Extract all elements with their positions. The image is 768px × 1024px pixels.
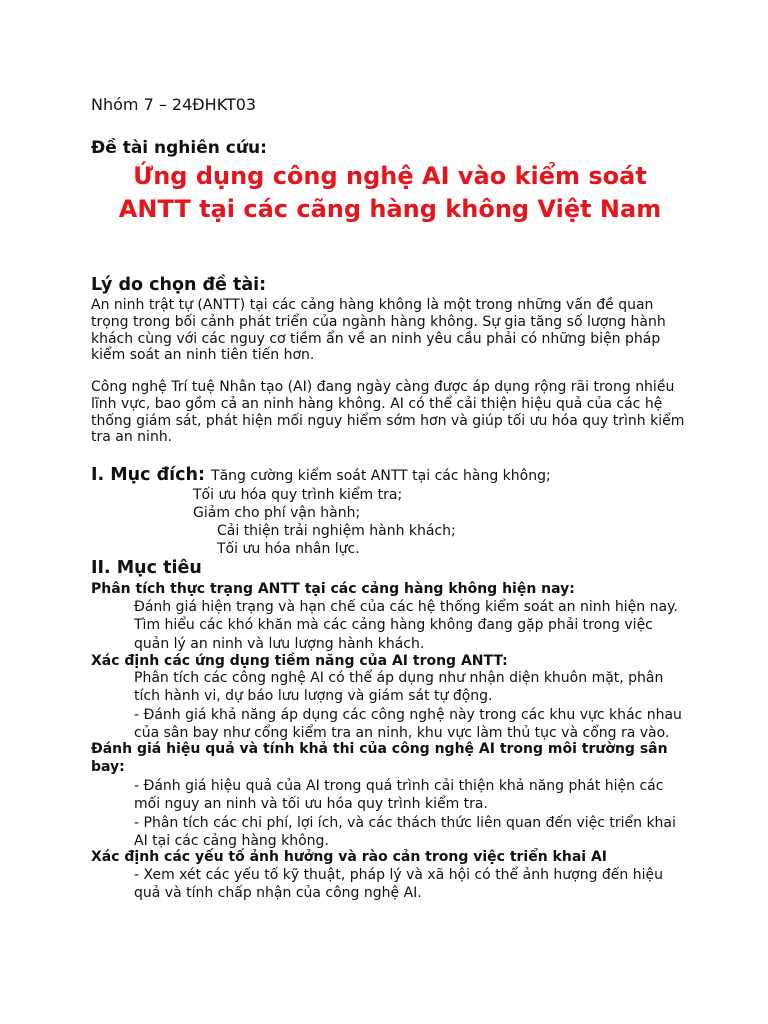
- document-title: [70, 160, 710, 226]
- goal-section-body: [134, 777, 684, 851]
- purpose-item: Giảm cho phí vận hành;: [193, 505, 361, 521]
- purpose-item: Cải thiện trải nghiệm hành khách;: [217, 523, 456, 539]
- goal-section-body: [134, 669, 684, 743]
- goal-body-line: - Phân tích các chi phí, lợi ích, và các thách thức liên quan đến việc triển khai AI tại các cảng hàng không.: [134, 814, 676, 850]
- goal-section-title: Xác định các ứng dụng tiềm năng của AI trong ANTT:: [91, 653, 508, 669]
- purpose-heading: [91, 465, 551, 485]
- goals-heading: II. Mục tiêu: [91, 558, 202, 578]
- purpose-item: Tối ưu hóa quy trình kiểm tra;: [193, 487, 403, 503]
- group-label: Nhóm 7 – 24ĐHKT03: [91, 95, 257, 114]
- goal-section-title: Xác định các yếu tố ảnh hưởng và rào cản trong việc triển khai AI: [91, 849, 607, 865]
- purpose-item: Tối ưu hóa nhân lực.: [217, 541, 360, 557]
- goal-body-line: Đánh giá hiện trạng và hạn chế của các hệ thống kiểm soát an ninh hiện nay.: [134, 599, 678, 615]
- reason-paragraph-2: Công nghệ Trí tuệ Nhân tạo (AI) đang ngày càng được áp dụng rộng rãi trong nhiều lĩnh vực, bao gồm cả an ninh hàng không. AI có thể cải thiện hiệu quả của các hệ thống giám sát, phát hiện mối nguy hiểm sớm hơn và giúp tối ưu hóa quy trình kiểm tra an ninh.: [91, 379, 685, 446]
- goal-section-body: [134, 866, 684, 903]
- title-line-2: ANTT tại các cãng hàng không Việt Nam: [118, 195, 662, 223]
- goal-section-body: [134, 598, 684, 653]
- reason-heading: Lý do chọn đề tài:: [91, 275, 267, 295]
- purpose-item: Tăng cường kiểm soát ANTT tại các hàng không;: [211, 468, 551, 484]
- goal-body-line: - Xem xét các yếu tố kỹ thuật, pháp lý và xã hội có thể ảnh hượng đến hiệu quả và tính chấp nhận của công nghệ AI.: [134, 867, 663, 902]
- goal-body-line: - Đánh giá hiệu quả của AI trong quá trình cải thiện khả năng phát hiện các mối nguy an ninh và tối ưu hóa quy trình kiểm tra.: [134, 778, 664, 813]
- title-line-1: Ứng dụng công nghệ AI vào kiểm soát: [133, 162, 647, 190]
- goal-section-title: Đánh giá hiệu quả và tính khả thi của công nghệ AI trong môi trường sân bay:: [91, 741, 668, 775]
- goal-body-line: - Đánh giá khả năng áp dụng các công nghệ này trong các khu vực khác nhau của sân bay như cổng kiểm tra an ninh, khu vực làm thủ tục và cổng ra vào.: [134, 706, 682, 742]
- reason-paragraph-1: An ninh trật tự (ANTT) tại các cảng hàng không là một trong những vấn đề quan trọng trong bối cảnh phát triển của ngành hàng không. Sự gia tăng số lượng hành khách cùng với các nguy cơ tiềm ẩn về an ninh yêu cầu phải có những biện pháp kiểm soát an ninh tiên tiến hơn.: [91, 297, 666, 364]
- topic-label: Đề tài nghiên cứu:: [91, 138, 267, 158]
- purpose-heading-label: I. Mục đích:: [91, 465, 205, 485]
- goal-section-title: Phân tích thực trạng ANTT tại các cảng hàng không hiện nay:: [91, 581, 575, 597]
- goal-body-line: Phân tích các công nghệ AI có thể áp dụng như nhận diện khuôn mặt, phân tích hành vi, dự báo lưu lượng và giám sát tự động.: [134, 670, 664, 705]
- goal-body-line: Tìm hiểu các khó khăn mà các cảng hàng không đang gặp phải trong việc quản lý an ninh và lưu lượng hành khách.: [134, 617, 653, 652]
